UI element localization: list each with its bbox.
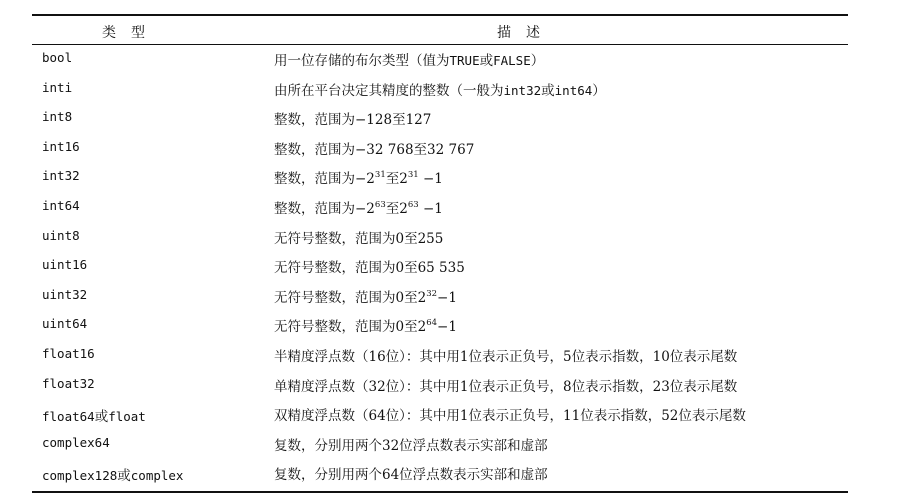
type-cell: uint16 xyxy=(42,257,88,273)
description-code: FALSE xyxy=(493,53,531,68)
description-text: −1 xyxy=(437,319,457,336)
type-cell: uint32 xyxy=(42,286,88,302)
description-cell: 复数，分别用两个32位浮点数表示实部和虚部 xyxy=(274,437,548,454)
description-cell: 无符号整数，范围为0至255 xyxy=(274,230,444,247)
header-type: 类 型 xyxy=(102,25,146,41)
table-bottom-rule xyxy=(32,491,848,493)
exponent: 63 xyxy=(374,199,386,210)
description-cell: 整数，范围为−32 768至32 767 xyxy=(274,141,475,158)
description-text: 无符号整数，范围为0至2 xyxy=(274,319,427,336)
table-row xyxy=(32,104,848,134)
data-type-table xyxy=(32,14,848,493)
description-text: −1 xyxy=(418,200,443,217)
description-cell: 复数，分别用两个64位浮点数表示实部和虚部 xyxy=(274,467,548,484)
description-text: 无符号整数，范围为0至2 xyxy=(274,289,427,306)
table-row xyxy=(32,400,848,430)
description-cell: 无符号整数，范围为0至65 535 xyxy=(274,260,465,277)
type-cell: complex64 xyxy=(42,434,110,450)
table-row xyxy=(32,45,848,75)
description-cell xyxy=(274,286,457,306)
type-text: 或 xyxy=(94,409,109,426)
exponent: 31 xyxy=(407,170,419,181)
exponent: 31 xyxy=(374,170,386,181)
description-code: int64 xyxy=(554,82,593,98)
description-text: 整数，范围为−2 xyxy=(274,200,375,217)
description-cell: 双精度浮点数（64位）：其中用1位表示正负号，11位表示指数，52位表示尾数 xyxy=(274,408,746,425)
description-text: 整数，范围为−2 xyxy=(274,171,375,188)
exponent: 32 xyxy=(426,288,438,299)
type-cell: bool xyxy=(42,50,73,65)
description-text: 至2 xyxy=(385,200,408,217)
description-text: 至2 xyxy=(385,171,408,188)
description-cell: 单精度浮点数（32位）：其中用1位表示正负号，8位表示指数，23位表示尾数 xyxy=(274,378,738,395)
type-cell: int16 xyxy=(42,138,80,154)
header-description: 描 述 xyxy=(497,25,541,41)
table-row xyxy=(32,193,848,223)
description-text: 或 xyxy=(479,53,494,69)
description-cell xyxy=(274,315,457,335)
description-cell: 整数，范围为−128至127 xyxy=(274,112,432,129)
table-row xyxy=(32,459,848,489)
table-row xyxy=(32,252,848,282)
description-text: −1 xyxy=(418,171,443,188)
type-cell: inti xyxy=(42,79,73,95)
description-cell xyxy=(274,197,443,217)
type-cell xyxy=(42,405,146,425)
type-code: complex128 xyxy=(42,468,118,484)
exponent: 63 xyxy=(407,199,419,210)
description-cell xyxy=(274,49,544,69)
type-cell: int32 xyxy=(42,168,80,184)
type-cell xyxy=(42,464,183,484)
description-cell xyxy=(274,79,606,99)
description-text: −1 xyxy=(437,289,457,306)
table-row xyxy=(32,282,848,312)
description-code: TRUE xyxy=(449,53,480,68)
table-row xyxy=(32,75,848,105)
type-cell: uint64 xyxy=(42,316,88,332)
description-code: int32 xyxy=(503,82,542,98)
type-cell: uint8 xyxy=(42,227,80,243)
table-header xyxy=(32,16,848,44)
type-cell: int8 xyxy=(42,109,73,125)
type-text: 或 xyxy=(117,468,131,485)
description-text: ） xyxy=(592,82,606,99)
description-text: ） xyxy=(530,53,545,69)
description-text: 由所在平台决定其精度的整数（一般为 xyxy=(274,82,504,99)
table-row xyxy=(32,311,848,341)
type-code: complex xyxy=(130,468,184,484)
table-row xyxy=(32,163,848,193)
type-cell: float16 xyxy=(42,345,95,361)
type-code: float xyxy=(108,409,146,425)
type-cell: float32 xyxy=(42,375,95,391)
description-cell xyxy=(274,167,443,187)
table-row xyxy=(32,371,848,401)
table-row xyxy=(32,134,848,164)
exponent: 64 xyxy=(426,318,438,329)
description-text: 或 xyxy=(541,82,555,99)
table-row xyxy=(32,430,848,460)
type-cell: int64 xyxy=(42,197,80,213)
description-text: 用一位存储的布尔类型（值为 xyxy=(274,53,450,69)
table-row xyxy=(32,223,848,253)
table-row xyxy=(32,341,848,371)
type-code: float64 xyxy=(42,409,95,425)
description-cell: 半精度浮点数（16位）：其中用1位表示正负号，5位表示指数，10位表示尾数 xyxy=(274,348,738,365)
